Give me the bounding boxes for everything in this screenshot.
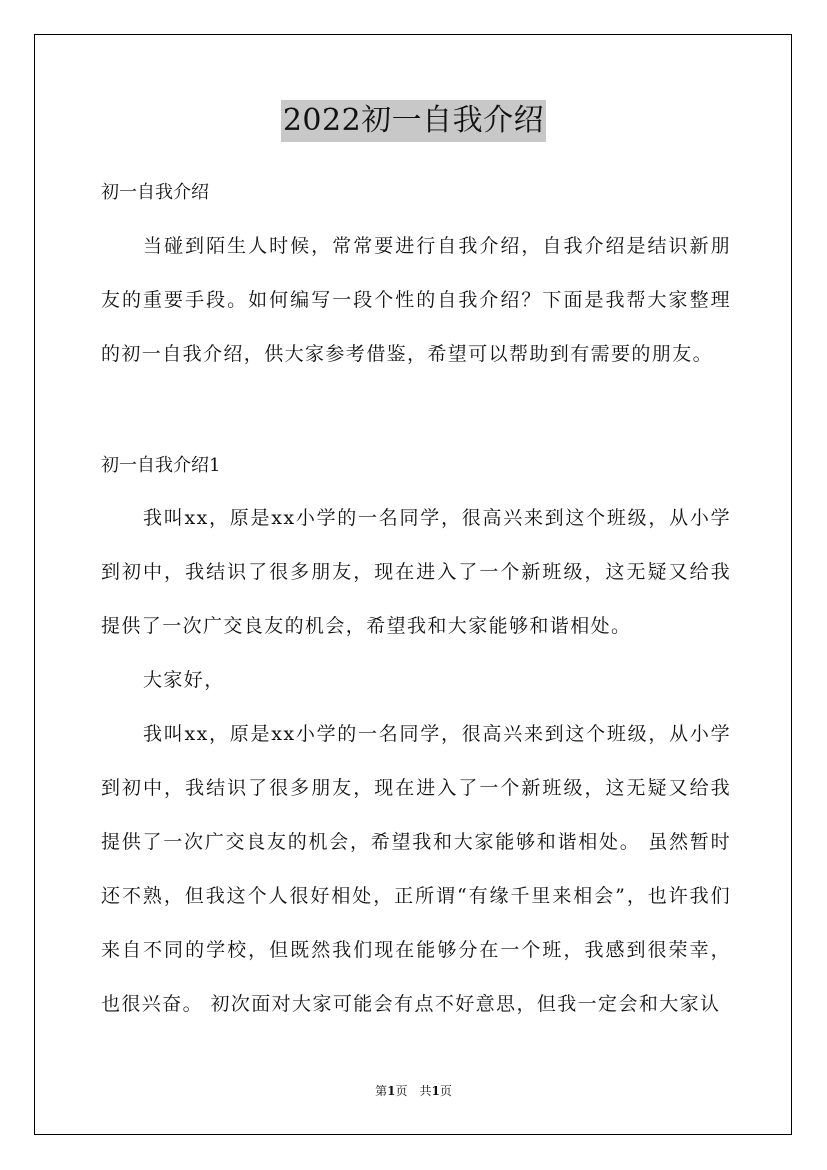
page-footer (0, 1083, 827, 1099)
footer-suffix: 页 (439, 1084, 452, 1098)
section-heading-1: 初一自我介绍1 (101, 455, 221, 476)
intro-paragraph: 当碰到陌生人时候，常常要进行自我介绍，自我介绍是结识新朋友的重要手段。如何编写一段个性的自我介绍？下面是我帮大家整理的初一自我介绍，供大家参考借鉴，希望可以帮助到有需要的朋友。 (101, 235, 731, 365)
section-heading: 初一自我介绍 (101, 182, 209, 203)
footer-mid: 页 共 (395, 1084, 432, 1098)
footer-prefix: 第 (375, 1084, 388, 1098)
body-paragraph-2: 我叫xx，原是xx小学的一名同学，很高兴来到这个班级，从小学到初中，我结识了很多朋友，现在进入了一个新班级，这无疑又给我提供了一次广交良友的机会，希望我和大家能够和谐相处。 虽然暂时还不熟，但我这个人很好相处，正所谓“有缘千里来相会”，也许我们来自不同的学校，但既然我们现在能够分在一个班，我感到很荣幸，也很兴奋。 初次面对大家可能会有点不好意思，但我一定会和大家认 (101, 723, 731, 1015)
footer-page-number: 1 (387, 1084, 396, 1098)
document-title: 2022初一自我介绍 (281, 100, 546, 142)
footer-page-total: 1 (431, 1084, 440, 1098)
greeting-paragraph: 大家好， (143, 669, 225, 691)
body-paragraph-1: 我叫xx，原是xx小学的一名同学，很高兴来到这个班级，从小学到初中，我结识了很多朋友，现在进入了一个新班级，这无疑又给我提供了一次广交良友的机会，希望我和大家能够和谐相处。 (101, 507, 731, 637)
title-container (0, 100, 827, 142)
